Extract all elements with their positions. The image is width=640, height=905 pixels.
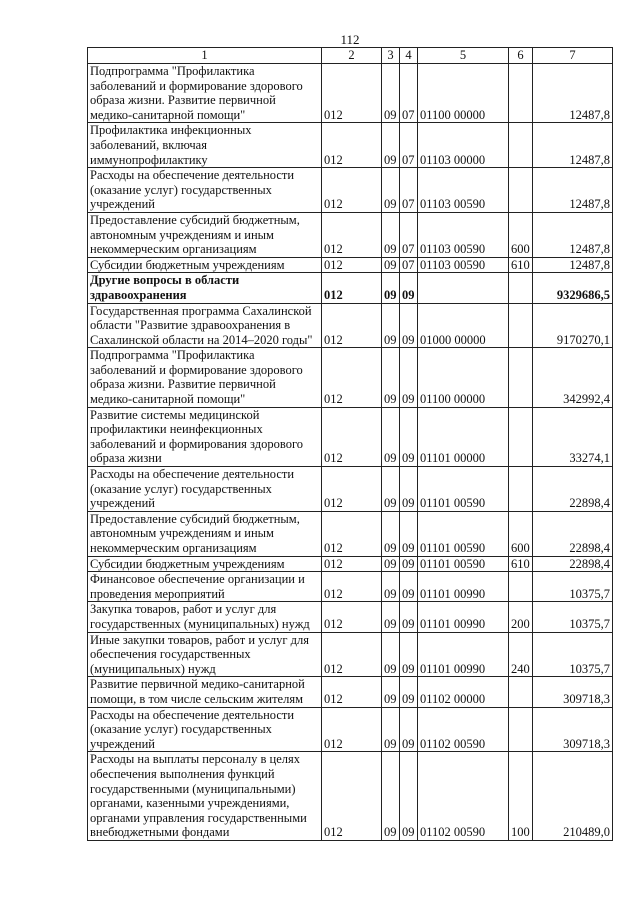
budget-table — [87, 47, 613, 841]
section-code: 09 — [382, 273, 400, 303]
expense-type-code: 600 — [509, 511, 533, 556]
row-name — [88, 348, 322, 407]
table-row — [88, 303, 613, 348]
row-name — [88, 257, 322, 273]
table-row — [88, 348, 613, 407]
amount: 10375,7 — [533, 602, 613, 632]
table-row — [88, 273, 613, 303]
subsection-code: 09 — [400, 303, 418, 348]
amount: 12487,8 — [533, 168, 613, 213]
row-name-line: (оказание услуг) государственных — [90, 481, 272, 496]
subsection-code: 09 — [400, 602, 418, 632]
target-article-code: 01103 00590 — [418, 168, 509, 213]
expense-type-code: 100 — [509, 752, 533, 841]
row-name — [88, 64, 322, 123]
target-article-code: 01102 00590 — [418, 752, 509, 841]
row-name-line: заболеваний и формирование здорового — [90, 362, 303, 377]
col-header-1: 1 — [88, 48, 322, 64]
amount: 309718,3 — [533, 707, 613, 752]
row-name-line: Иные закупки товаров, работ и услуг для — [90, 632, 310, 647]
table-row — [88, 632, 613, 677]
target-article-code: 01101 00990 — [418, 572, 509, 602]
section-code: 09 — [382, 64, 400, 123]
expense-type-code — [509, 168, 533, 213]
row-name-line: Профилактика инфекционных — [90, 123, 252, 138]
row-name-line: (муниципальных) нужд — [90, 661, 216, 676]
amount: 22898,4 — [533, 556, 613, 572]
section-code: 09 — [382, 467, 400, 512]
row-name-line: Государственная программа Сахалинской — [90, 303, 312, 318]
admin-code: 012 — [322, 407, 382, 466]
col-header-4: 4 — [400, 48, 418, 64]
row-name — [88, 752, 322, 841]
target-article-code: 01100 00000 — [418, 348, 509, 407]
section-code: 09 — [382, 677, 400, 707]
admin-code: 012 — [322, 273, 382, 303]
expense-type-code: 610 — [509, 556, 533, 572]
row-name-line: Развитие системы медицинской — [90, 407, 260, 422]
row-name-line: Расходы на обеспечение деятельности — [90, 707, 295, 722]
row-name-line: медико-санитарной помощи" — [90, 392, 246, 407]
admin-code: 012 — [322, 212, 382, 257]
section-code: 09 — [382, 511, 400, 556]
row-name-line: Подпрограмма "Профилактика — [90, 64, 255, 78]
section-code: 09 — [382, 303, 400, 348]
row-name — [88, 467, 322, 512]
row-name-line: обеспечения государственных — [90, 647, 251, 662]
row-name-line: Субсидии бюджетным учреждениям — [90, 257, 285, 272]
subsection-code: 07 — [400, 64, 418, 123]
section-code: 09 — [382, 348, 400, 407]
expense-type-code — [509, 64, 533, 123]
subsection-code: 09 — [400, 632, 418, 677]
amount: 22898,4 — [533, 467, 613, 512]
section-code: 09 — [382, 212, 400, 257]
table-row — [88, 602, 613, 632]
table-row — [88, 212, 613, 257]
admin-code: 012 — [322, 632, 382, 677]
row-name-line: образа жизни. Развитие первичной — [90, 377, 276, 392]
amount: 10375,7 — [533, 632, 613, 677]
row-name-line: иммунопрофилактику — [90, 152, 208, 167]
row-name-line: государственными (муниципальными) — [90, 781, 296, 796]
table-body — [88, 64, 613, 841]
target-article-code: 01103 00590 — [418, 257, 509, 273]
row-name — [88, 407, 322, 466]
expense-type-code: 600 — [509, 212, 533, 257]
row-name-line: внебюджетными фондами — [90, 825, 230, 840]
row-name-line: проведения мероприятий — [90, 586, 225, 601]
admin-code: 012 — [322, 348, 382, 407]
row-name — [88, 212, 322, 257]
row-name-line: Развитие первичной медико-санитарной — [90, 677, 305, 692]
expense-type-code — [509, 572, 533, 602]
row-name-line: заболеваний и формирования здорового — [90, 436, 304, 451]
row-name-line: некоммерческим организациям — [90, 541, 257, 555]
admin-code: 012 — [322, 168, 382, 213]
table-row — [88, 123, 613, 168]
amount: 9170270,1 — [533, 303, 613, 348]
row-name-line: обеспечения выполнения функций — [90, 766, 275, 781]
subsection-code: 07 — [400, 123, 418, 168]
table-row — [88, 556, 613, 572]
table-row — [88, 257, 613, 273]
row-name — [88, 632, 322, 677]
target-article-code: 01101 00000 — [418, 407, 509, 466]
section-code: 09 — [382, 632, 400, 677]
expense-type-code: 240 — [509, 632, 533, 677]
table-row — [88, 677, 613, 707]
row-name-line: органами управления государственными — [90, 810, 307, 825]
subsection-code: 09 — [400, 407, 418, 466]
row-name-line: образа жизни. Развитие первичной — [90, 93, 276, 108]
section-code: 09 — [382, 752, 400, 841]
subsection-code: 09 — [400, 752, 418, 841]
expense-type-code: 200 — [509, 602, 533, 632]
row-name-line: Подпрограмма "Профилактика — [90, 348, 255, 363]
target-article-code: 01101 00590 — [418, 556, 509, 572]
subsection-code: 07 — [400, 257, 418, 273]
table-row — [88, 707, 613, 752]
row-name — [88, 303, 322, 348]
row-name — [88, 556, 322, 572]
row-name-line: Субсидии бюджетным учреждениям — [90, 556, 285, 571]
admin-code: 012 — [322, 572, 382, 602]
row-name-line: Закупка товаров, работ и услуг для — [90, 602, 277, 617]
expense-type-code — [509, 273, 533, 303]
row-name-line: Финансовое обеспечение организации и — [90, 572, 305, 587]
amount: 12487,8 — [533, 212, 613, 257]
admin-code: 012 — [322, 602, 382, 632]
table-row — [88, 752, 613, 841]
row-name-line: медико-санитарной помощи" — [90, 107, 246, 122]
section-code: 09 — [382, 407, 400, 466]
target-article-code: 01101 00590 — [418, 511, 509, 556]
amount: 309718,3 — [533, 677, 613, 707]
header-row — [88, 48, 613, 64]
table-row — [88, 64, 613, 123]
target-article-code: 01103 00000 — [418, 123, 509, 168]
target-article-code — [418, 273, 509, 303]
row-name — [88, 273, 322, 303]
amount: 12487,8 — [533, 257, 613, 273]
table-row — [88, 407, 613, 466]
amount: 12487,8 — [533, 64, 613, 123]
subsection-code: 09 — [400, 467, 418, 512]
expense-type-code — [509, 677, 533, 707]
row-name-line: Сахалинской области на 2014–2020 годы" — [90, 332, 313, 347]
section-code: 09 — [382, 602, 400, 632]
section-code: 09 — [382, 257, 400, 273]
table-row — [88, 467, 613, 512]
expense-type-code — [509, 707, 533, 752]
subsection-code: 09 — [400, 511, 418, 556]
amount: 10375,7 — [533, 572, 613, 602]
table-row — [88, 168, 613, 213]
admin-code: 012 — [322, 707, 382, 752]
expense-type-code — [509, 123, 533, 168]
target-article-code: 01101 00590 — [418, 467, 509, 512]
table-row — [88, 511, 613, 556]
row-name-line: Расходы на обеспечение деятельности — [90, 168, 295, 183]
row-name — [88, 123, 322, 168]
amount: 33274,1 — [533, 407, 613, 466]
subsection-code: 09 — [400, 707, 418, 752]
target-article-code: 01102 00000 — [418, 677, 509, 707]
expense-type-code: 610 — [509, 257, 533, 273]
section-code: 09 — [382, 707, 400, 752]
row-name-line: государственных (муниципальных) нужд — [90, 616, 310, 631]
row-name-line: органами, казенными учреждениями, — [90, 796, 290, 811]
amount: 9329686,5 — [533, 273, 613, 303]
section-code: 09 — [382, 556, 400, 572]
target-article-code: 01103 00590 — [418, 212, 509, 257]
target-article-code: 01101 00990 — [418, 632, 509, 677]
row-name-line: Расходы на выплаты персоналу в целях — [90, 752, 300, 767]
row-name-line: автономным учреждениям и иным — [90, 526, 274, 541]
row-name — [88, 572, 322, 602]
subsection-code: 09 — [400, 572, 418, 602]
col-header-7: 7 — [533, 48, 613, 64]
subsection-code: 09 — [400, 348, 418, 407]
admin-code: 012 — [322, 64, 382, 123]
col-header-5: 5 — [418, 48, 509, 64]
target-article-code: 01101 00990 — [418, 602, 509, 632]
expense-type-code — [509, 467, 533, 512]
page-number: 112 — [340, 32, 360, 47]
row-name-line: Предоставление субсидий бюджетным, — [90, 212, 300, 227]
row-name-line: заболеваний, включая — [90, 137, 207, 152]
row-name — [88, 511, 322, 556]
row-name-line: Предоставление субсидий бюджетным, — [90, 511, 300, 526]
amount: 22898,4 — [533, 511, 613, 556]
subsection-code: 09 — [400, 556, 418, 572]
amount: 210489,0 — [533, 752, 613, 841]
admin-code: 012 — [322, 556, 382, 572]
subsection-code: 09 — [400, 677, 418, 707]
admin-code: 012 — [322, 677, 382, 707]
amount: 342992,4 — [533, 348, 613, 407]
admin-code: 012 — [322, 752, 382, 841]
admin-code: 012 — [322, 257, 382, 273]
admin-code: 012 — [322, 467, 382, 512]
expense-type-code — [509, 348, 533, 407]
admin-code: 012 — [322, 511, 382, 556]
admin-code: 012 — [322, 123, 382, 168]
col-header-3: 3 — [382, 48, 400, 64]
row-name-line: заболеваний и формирование здорового — [90, 78, 303, 93]
section-code: 09 — [382, 168, 400, 213]
row-name — [88, 707, 322, 752]
subsection-code: 07 — [400, 168, 418, 213]
expense-type-code — [509, 303, 533, 348]
target-article-code: 01102 00590 — [418, 707, 509, 752]
row-name-line: области "Развитие здравоохранения в — [90, 318, 291, 333]
expense-type-code — [509, 407, 533, 466]
row-name-line: образа жизни — [90, 451, 162, 466]
row-name-line: (оказание услуг) государственных — [90, 722, 272, 737]
col-header-2: 2 — [322, 48, 382, 64]
target-article-code: 01000 00000 — [418, 303, 509, 348]
row-name-line: здравоохранения — [90, 287, 187, 302]
subsection-code: 07 — [400, 212, 418, 257]
section-code: 09 — [382, 572, 400, 602]
row-name-line: (оказание услуг) государственных — [90, 182, 272, 197]
amount: 12487,8 — [533, 123, 613, 168]
row-name-line: некоммерческим организациям — [90, 242, 257, 257]
row-name-line: Другие вопросы в области — [90, 273, 240, 288]
col-header-6: 6 — [509, 48, 533, 64]
table-row — [88, 572, 613, 602]
row-name-line: помощи, в том числе сельским жителям — [90, 691, 304, 706]
row-name-line: учреждений — [90, 496, 155, 511]
row-name-line: автономным учреждениям и иным — [90, 227, 274, 242]
row-name — [88, 677, 322, 707]
subsection-code: 09 — [400, 273, 418, 303]
target-article-code: 01100 00000 — [418, 64, 509, 123]
section-code: 09 — [382, 123, 400, 168]
row-name-line: профилактики неинфекционных — [90, 422, 263, 437]
row-name-line: Расходы на обеспечение деятельности — [90, 467, 295, 482]
row-name — [88, 168, 322, 213]
admin-code: 012 — [322, 303, 382, 348]
row-name-line: учреждений — [90, 736, 155, 751]
row-name — [88, 602, 322, 632]
row-name-line: учреждений — [90, 197, 155, 212]
